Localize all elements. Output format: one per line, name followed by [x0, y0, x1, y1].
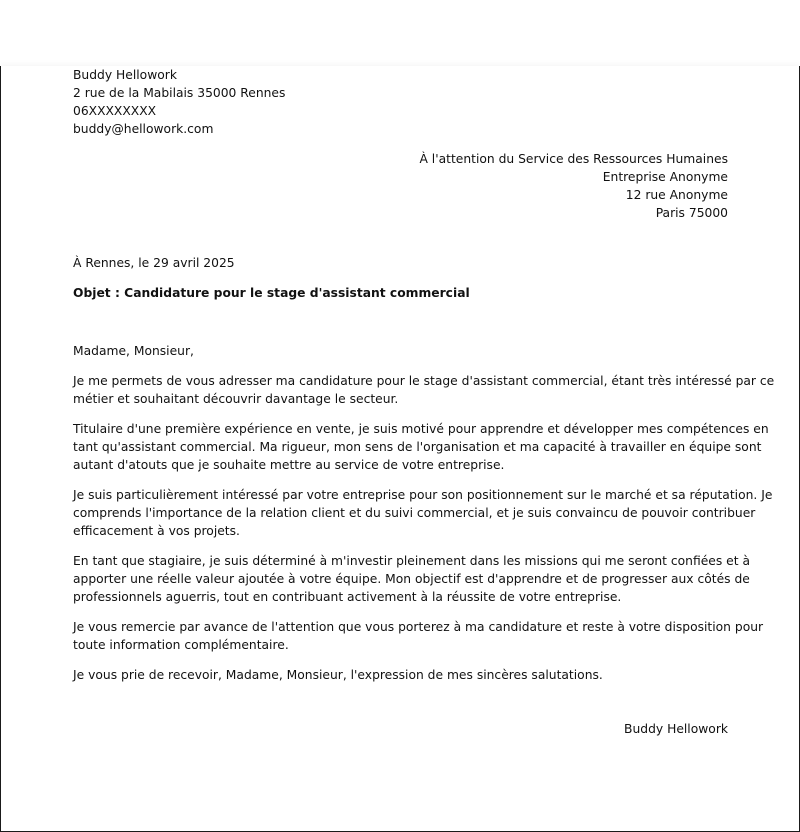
paragraph — [73, 486, 773, 540]
salutation: Madame, Monsieur, — [73, 344, 194, 358]
sender-block — [73, 66, 728, 138]
paragraph — [73, 666, 728, 684]
recipient-attention: À l'attention du Service des Ressources Humaines — [419, 152, 728, 166]
paragraph-line: métier et souhaitant découvrir davantage le secteur. — [73, 392, 399, 406]
recipient-block — [73, 150, 728, 222]
paragraph-line: Je me permets de vous adresser ma candidature pour le stage d'assistant commercial, étant très intéressé par ce — [73, 374, 775, 388]
letter-subject: Objet : Candidature pour le stage d'assistant commercial — [73, 286, 470, 300]
paragraph-line: tant qu'assistant commercial. Ma rigueur, mon sens de l'organisation et ma capacité à travailler en équipe sont — [73, 440, 762, 454]
recipient-city: Paris 75000 — [655, 206, 728, 220]
paragraph-line: apporter une réelle valeur ajoutée à votre équipe. Mon objectif est d'apprendre et de progresser aux côtés de — [73, 572, 750, 586]
paragraph-line: comprends l'importance de la relation client et du suivi commercial, et je suis convaincu de pouvoir contribuer — [73, 506, 756, 520]
letter-body — [73, 372, 775, 684]
paragraph — [73, 420, 769, 474]
paragraph-line: En tant que stagiaire, je suis déterminé à m'investir pleinement dans les missions qui me seront confiées et à — [73, 554, 751, 568]
sender-phone: 06XXXXXXXX — [73, 104, 157, 118]
paragraph — [73, 618, 764, 654]
paragraph-line: professionnels aguerris, tout en contribuant activement à la réussite de votre entreprise. — [73, 590, 622, 604]
paragraph-line: toute information complémentaire. — [73, 638, 289, 652]
paragraph-line: Titulaire d'une première expérience en vente, je suis motivé pour apprendre et développer mes compétences en — [73, 422, 769, 436]
paragraph — [73, 552, 751, 606]
paragraph-line: Je suis particulièrement intéressé par votre entreprise pour son positionnement sur le marché et sa réputation. Je — [73, 488, 773, 502]
paragraph-line: autant d'atouts que je souhaite mettre au service de votre entreprise. — [73, 458, 505, 472]
paragraph — [73, 372, 775, 408]
paragraph-line: Je vous remercie par avance de l'attention que vous porterez à ma candidature et reste à votre disposition pour — [73, 620, 764, 634]
sender-name: Buddy Hellowork — [73, 68, 177, 82]
sender-email: buddy@hellowork.com — [73, 122, 214, 136]
letter-date: À Rennes, le 29 avril 2025 — [73, 256, 235, 270]
signature: Buddy Hellowork — [624, 722, 728, 736]
paragraph-line: Je vous prie de recevoir, Madame, Monsieur, l'expression de mes sincères salutations. — [73, 668, 603, 682]
letter-content — [73, 66, 775, 738]
recipient-street: 12 rue Anonyme — [625, 188, 728, 202]
sender-address: 2 rue de la Mabilais 35000 Rennes — [73, 86, 286, 100]
top-band — [0, 0, 800, 66]
recipient-company: Entreprise Anonyme — [602, 170, 728, 184]
paragraph-line: efficacement à vos projets. — [73, 524, 240, 538]
letter-page — [0, 66, 800, 832]
